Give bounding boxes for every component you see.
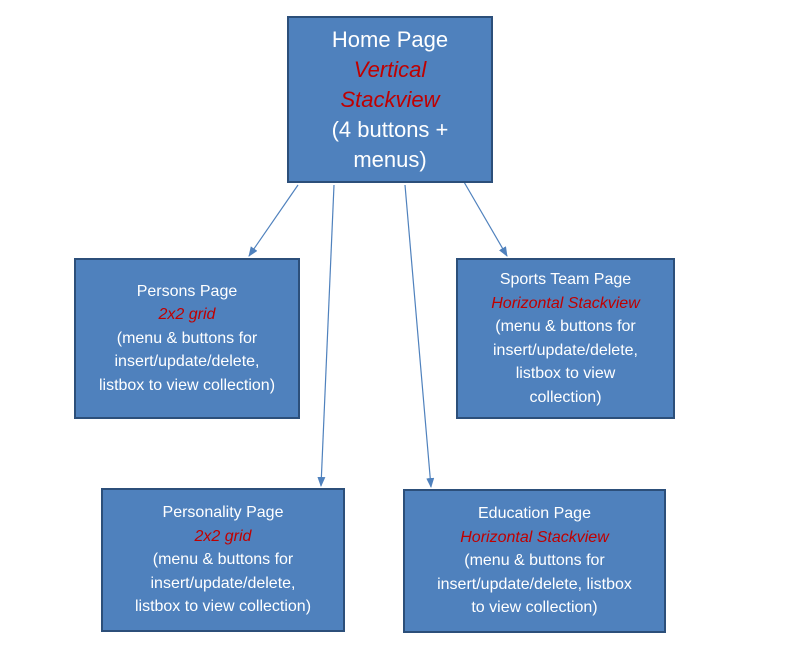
node-layout: Horizontal Stackview [460,528,609,546]
node-layout: 2x2 grid [158,306,216,324]
arrow-home-to-personality [321,185,334,486]
arrow-home-to-persons [249,185,298,256]
home-page-node [287,16,493,183]
node-detail: (menu & buttons for [152,551,294,569]
node-detail: insert/update/delete, [150,574,296,592]
node-detail: listbox to view collection) [98,376,276,394]
node-layout: 2x2 grid [194,527,252,545]
sports-team-page-node [456,258,675,419]
persons-page-node [74,258,300,419]
node-detail: insert/update/delete, listbox [437,575,632,593]
node-detail: insert/update/delete, [493,341,638,359]
node-detail: collection) [529,388,602,406]
node-title: Personality Page [162,504,284,522]
node-detail: listbox to view collection) [134,598,312,616]
education-page-node [403,489,666,633]
arrow-home-to-education [405,185,431,487]
node-title: Sports Team Page [499,271,632,288]
node-detail: (menu & buttons for [495,318,636,335]
node-layout: Vertical [353,56,427,82]
node-detail: (menu & buttons for [116,329,258,347]
node-layout: Horizontal Stackview [491,294,640,312]
node-detail: menus) [353,146,427,172]
node-layout: Stackview [340,86,440,112]
personality-page-node [101,488,345,632]
arrow-home-to-sports [464,182,507,256]
node-title: Home Page [331,26,449,52]
node-detail: insert/update/delete, [114,353,260,371]
node-detail: to view collection) [471,599,598,617]
node-detail: listbox to view [515,365,616,382]
node-title: Education Page [478,505,591,523]
node-title: Persons Page [136,282,238,300]
node-detail: (4 buttons + [331,116,449,142]
node-detail: (menu & buttons for [464,552,605,570]
